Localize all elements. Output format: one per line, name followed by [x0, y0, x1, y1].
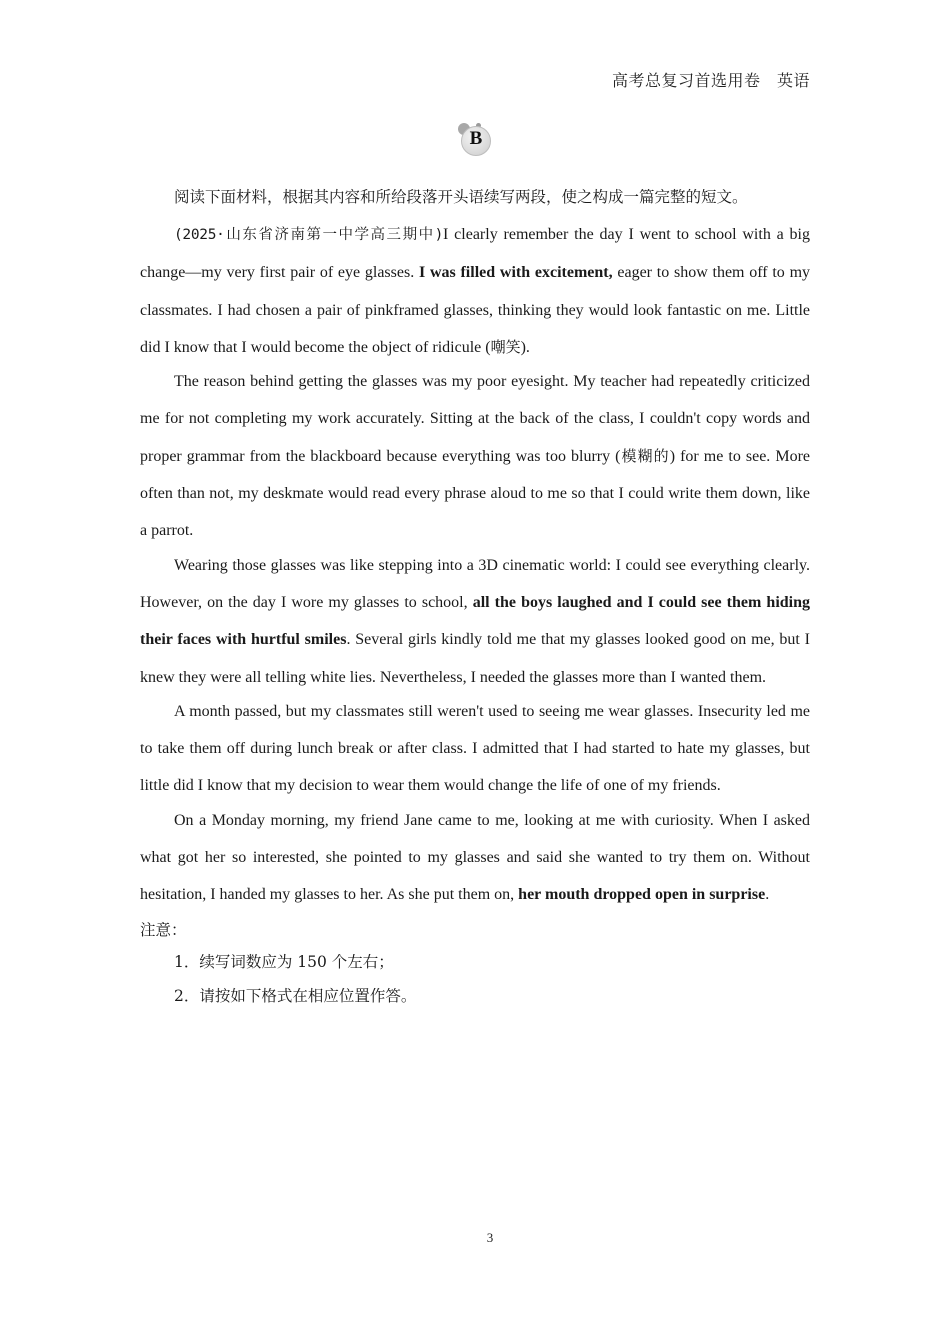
paragraph-5-text-c: . — [765, 886, 770, 904]
paragraph-3 — [140, 547, 810, 696]
document-body — [140, 182, 810, 1013]
paragraph-3-bold: all the boys laughed and I could see them hiding their faces with hurtful smiles — [140, 593, 811, 649]
paragraph-4 — [140, 693, 810, 805]
paragraph-1-gloss: 嘲笑 — [490, 337, 521, 356]
page-number: 3 — [486, 1230, 494, 1245]
paragraph-5 — [140, 802, 810, 914]
paragraph-2-gloss: 模糊的 — [620, 446, 670, 465]
paragraph-3-text-c: . Several girls kindly told me that my glasses looked good on me, but I knew they were all telling white lies. Nevertheless, I needed the glasses more than I wanted them. — [140, 631, 810, 686]
paragraph-2-text-c: ) for me to see. More often than not, my deskmate would read every phrase aloud to me so that I could write them down, like a parrot. — [140, 447, 810, 540]
notes-title: 注意： — [140, 920, 187, 939]
section-badge — [456, 120, 496, 160]
running-header: 高考总复习首选用卷 英语 — [611, 71, 810, 90]
paragraph-2-text-a: The reason behind getting the glasses was my poor eyesight. My teacher had repeatedly criticized me for not completing my work accurately. Sitting at the back of the class, I couldn't copy words and proper grammar from the blackboard because everything was too blurry ( — [140, 373, 810, 465]
note-item: 2．请按如下格式在相应位置作答。 — [174, 986, 417, 1005]
paragraph-4-text-a: A month passed, but my classmates still weren't used to seeing me wear glasses. Insecurity led me to take them off during lunch break or after class. I admitted that I had started to hate my glasses, but little did I know that my decision to wear them would change the life of one of my friends. — [140, 702, 810, 795]
paragraph-2 — [140, 363, 810, 549]
task-instruction: 阅读下面材料，根据其内容和所给段落开头语续写两段，使之构成一篇完整的短文。 — [174, 188, 748, 206]
paragraph-5-text-a: On a Monday morning, my friend Jane came to me, looking at me with curiosity. When I asked what got her so interested, she pointed to my glasses and said she wanted to try them on. Without hesitation, I handed my glasses to her. As she put them on, — [140, 811, 810, 904]
paragraph-1-text-a: I clearly remember the day I went to school with a big change—my very first pair of eye glasses. — [140, 226, 810, 282]
source-citation: (2025·山东省济南第一中学高三期中) — [174, 227, 444, 243]
paragraph-1-bold: I was filled with excitement, — [418, 264, 613, 282]
paragraph-5-bold: her mouth dropped open in surprise — [518, 886, 766, 904]
paragraph-1-text-c: eager to show them off to my classmates. I had chosen a pair of pinkframed glasses, thinking they would look fantastic on me. Little did I know that I would become the object of ridicule ( — [140, 264, 811, 356]
note-item: 1．续写词数应为 150 个左右； — [174, 952, 394, 971]
paragraph-3-text-a: Wearing those glasses was like stepping into a 3D cinematic world: I could see everything clearly. However, on the day I wore my glasses to school, — [140, 556, 810, 611]
paragraph-1-text-e: ). — [520, 338, 530, 356]
section-label: B — [469, 128, 483, 149]
paragraph-1 — [140, 216, 810, 366]
